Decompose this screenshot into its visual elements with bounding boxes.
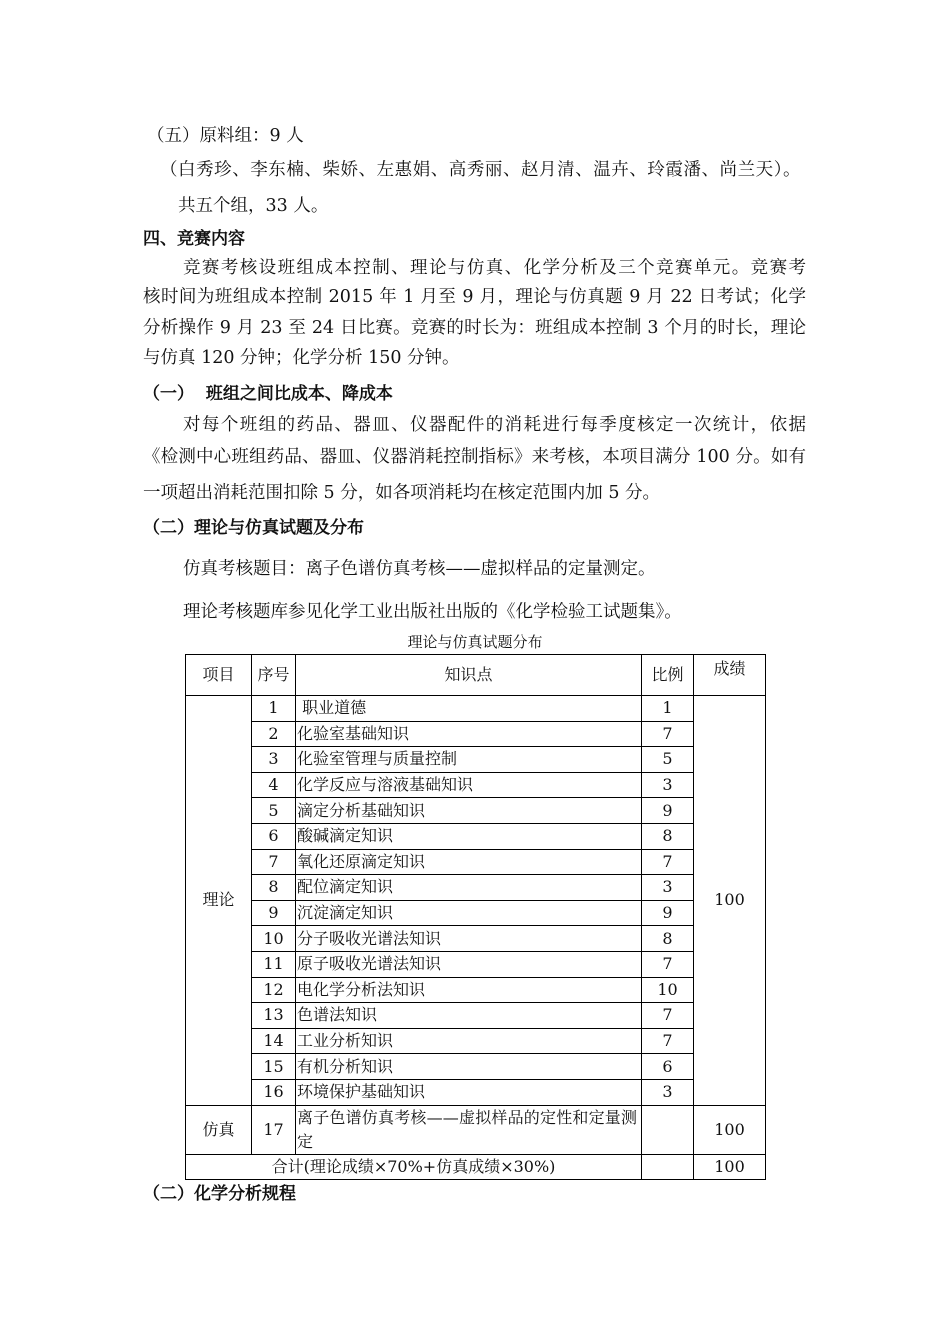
table-row bbox=[186, 1079, 766, 1105]
group5-members: （白秀珍、李东楠、柴娇、左惠娟、高秀丽、赵月清、温卉、玲霞潘、尚兰天）。 bbox=[160, 160, 802, 180]
header-knowledge: 知识点 bbox=[296, 655, 642, 696]
row-no: 14 bbox=[252, 1028, 296, 1054]
header-score: 成绩 bbox=[694, 655, 766, 696]
sub2-heading: （二）理论与仿真试题及分布 bbox=[143, 518, 364, 538]
table-row bbox=[186, 1003, 766, 1029]
theory-bank: 理论考核题库参见化学工业出版社出版的《化学检验工试题集》。 bbox=[183, 602, 682, 622]
table-row bbox=[186, 772, 766, 798]
table-row bbox=[186, 823, 766, 849]
row-no: 10 bbox=[252, 926, 296, 952]
sim-label-cell: 仿真 bbox=[186, 1105, 252, 1154]
sim-knowledge: 离子色谱仿真考核——虚拟样品的定性和定量测定 bbox=[296, 1105, 642, 1154]
row-no: 8 bbox=[252, 875, 296, 901]
row-knowledge: 电化学分析法知识 bbox=[296, 977, 642, 1003]
distribution-table bbox=[185, 654, 766, 1180]
table-row bbox=[186, 696, 766, 722]
total-score: 100 bbox=[694, 1154, 766, 1180]
table-row bbox=[186, 900, 766, 926]
row-ratio: 9 bbox=[642, 798, 694, 824]
row-knowledge: 滴定分析基础知识 bbox=[296, 798, 642, 824]
row-no: 2 bbox=[252, 721, 296, 747]
table-row bbox=[186, 798, 766, 824]
row-no: 9 bbox=[252, 900, 296, 926]
total-label: 合计(理论成绩×70%+仿真成绩×30%) bbox=[186, 1154, 642, 1180]
group5-title: （五）原料组：9 人 bbox=[147, 126, 304, 146]
sim-no: 17 bbox=[252, 1105, 296, 1154]
row-ratio: 7 bbox=[642, 849, 694, 875]
section4-para-line-2: 核时间为班组成本控制 2015 年 1 月至 9 月，理论与仿真题 9 月 22 日考试；化学 bbox=[143, 287, 806, 307]
row-ratio: 3 bbox=[642, 1079, 694, 1105]
row-no: 1 bbox=[252, 696, 296, 722]
sub1-heading: （一） 班组之间比成本、降成本 bbox=[143, 384, 393, 404]
row-ratio: 8 bbox=[642, 823, 694, 849]
sim-row bbox=[186, 1105, 766, 1154]
row-knowledge: 色谱法知识 bbox=[296, 1003, 642, 1029]
header-item: 项目 bbox=[186, 655, 252, 696]
table-row bbox=[186, 849, 766, 875]
total-ratio bbox=[642, 1154, 694, 1180]
row-knowledge: 化验室基础知识 bbox=[296, 721, 642, 747]
row-ratio: 9 bbox=[642, 900, 694, 926]
sub1-para-line-3: 一项超出消耗范围扣除 5 分，如各项消耗均在核定范围内加 5 分。 bbox=[143, 483, 661, 503]
table-row bbox=[186, 951, 766, 977]
header-no: 序号 bbox=[252, 655, 296, 696]
row-ratio: 10 bbox=[642, 977, 694, 1003]
section4-para-line-4: 与仿真 120 分钟；化学分析 150 分钟。 bbox=[143, 348, 460, 368]
sub1-para-line-2: 《检测中心班组药品、器皿、仪器消耗控制指标》来考核，本项目满分 100 分。如有 bbox=[143, 447, 806, 467]
row-knowledge: 化验室管理与质量控制 bbox=[296, 747, 642, 773]
section4-para-line-1: 竞赛考核设班组成本控制、理论与仿真、化学分析及三个竞赛单元。竞赛考 bbox=[183, 258, 806, 278]
sub1-para-line-1: 对每个班组的药品、器皿、仪器配件的消耗进行每季度核定一次统计，依据 bbox=[183, 415, 806, 435]
row-knowledge: 原子吸收光谱法知识 bbox=[296, 951, 642, 977]
row-no: 4 bbox=[252, 772, 296, 798]
sim-ratio bbox=[642, 1105, 694, 1154]
row-no: 3 bbox=[252, 747, 296, 773]
row-knowledge: 配位滴定知识 bbox=[296, 875, 642, 901]
table-row bbox=[186, 875, 766, 901]
row-ratio: 8 bbox=[642, 926, 694, 952]
row-ratio: 7 bbox=[642, 951, 694, 977]
row-no: 12 bbox=[252, 977, 296, 1003]
row-ratio: 3 bbox=[642, 772, 694, 798]
row-ratio: 7 bbox=[642, 721, 694, 747]
row-ratio: 3 bbox=[642, 875, 694, 901]
row-ratio: 1 bbox=[642, 696, 694, 722]
table-header-row bbox=[186, 655, 766, 696]
row-ratio: 7 bbox=[642, 1003, 694, 1029]
section4-heading: 四、竞赛内容 bbox=[143, 229, 245, 249]
row-no: 16 bbox=[252, 1079, 296, 1105]
table-row bbox=[186, 747, 766, 773]
row-no: 5 bbox=[252, 798, 296, 824]
table-row bbox=[186, 1054, 766, 1080]
row-knowledge: 有机分析知识 bbox=[296, 1054, 642, 1080]
row-ratio: 5 bbox=[642, 747, 694, 773]
row-no: 11 bbox=[252, 951, 296, 977]
theory-score-cell: 100 bbox=[694, 696, 766, 1106]
table-caption: 理论与仿真试题分布 bbox=[407, 633, 543, 651]
row-ratio: 7 bbox=[642, 1028, 694, 1054]
row-ratio: 6 bbox=[642, 1054, 694, 1080]
table-row bbox=[186, 926, 766, 952]
row-no: 6 bbox=[252, 823, 296, 849]
row-knowledge: 沉淀滴定知识 bbox=[296, 900, 642, 926]
row-knowledge: 分子吸收光谱法知识 bbox=[296, 926, 642, 952]
row-knowledge: 职业道德 bbox=[296, 696, 642, 722]
row-knowledge: 工业分析知识 bbox=[296, 1028, 642, 1054]
header-ratio: 比例 bbox=[642, 655, 694, 696]
row-knowledge: 化学反应与溶液基础知识 bbox=[296, 772, 642, 798]
sim-topic: 仿真考核题目：离子色谱仿真考核——虚拟样品的定量测定。 bbox=[183, 559, 656, 579]
row-no: 7 bbox=[252, 849, 296, 875]
table-row bbox=[186, 721, 766, 747]
total-row bbox=[186, 1154, 766, 1180]
theory-label-cell: 理论 bbox=[186, 696, 252, 1106]
section4-para-line-3: 分析操作 9 月 23 至 24 日比赛。竞赛的时长为：班组成本控制 3 个月的时长，理论 bbox=[143, 318, 806, 338]
row-knowledge: 氧化还原滴定知识 bbox=[296, 849, 642, 875]
table-row bbox=[186, 1028, 766, 1054]
groups-total: 共五个组，33 人。 bbox=[178, 196, 329, 216]
table-row bbox=[186, 977, 766, 1003]
row-no: 15 bbox=[252, 1054, 296, 1080]
row-knowledge: 酸碱滴定知识 bbox=[296, 823, 642, 849]
sub3-heading: （二）化学分析规程 bbox=[143, 1184, 296, 1204]
row-no: 13 bbox=[252, 1003, 296, 1029]
row-knowledge: 环境保护基础知识 bbox=[296, 1079, 642, 1105]
sim-score: 100 bbox=[694, 1105, 766, 1154]
